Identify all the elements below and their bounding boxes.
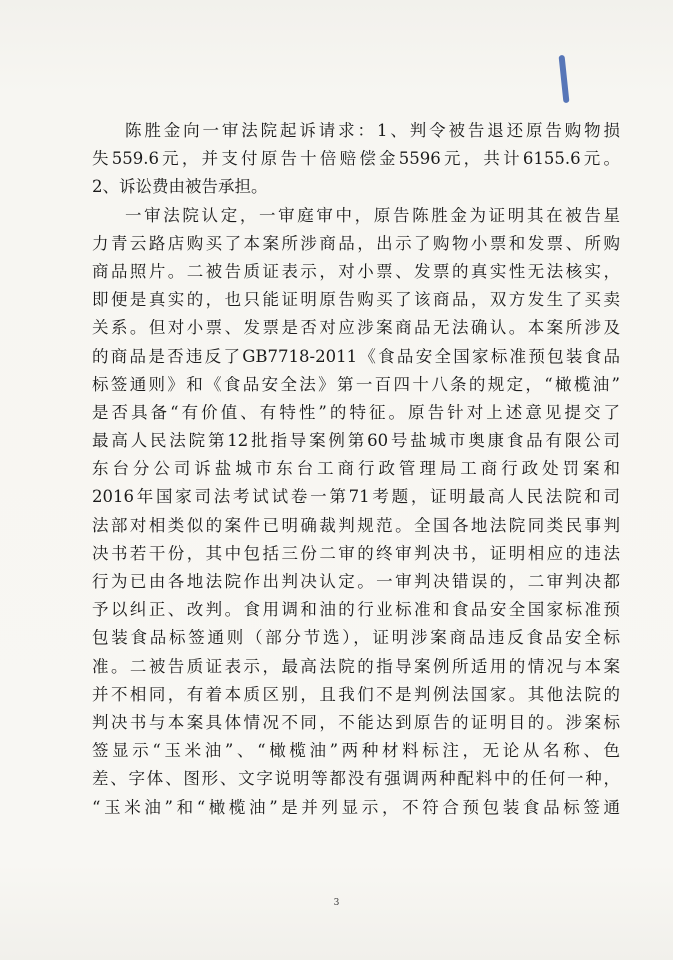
- text-line: 最高人民法院第12批指导案例第60号盐城市奥康食品有限公司: [92, 431, 620, 451]
- text-line: 商品照片。二被告质证表示，对小票、发票的真实性无法核实，: [92, 261, 620, 281]
- text-line: 准。二被告质证表示，最高法院的指导案例所适用的情况与本案: [92, 656, 620, 676]
- text-line: 陈胜金向一审法院起诉请求：1、判令被告退还原告购物损: [125, 121, 620, 140]
- text-line: “玉米油”和“橄榄油”是并列显示，不符合预包装食品标签通: [92, 797, 620, 817]
- text-line: 法部对相类似的案件已明确裁判规范。全国各地法院同类民事判: [92, 515, 620, 535]
- text-line: 一审法院认定，一审庭审中，原告陈胜金为证明其在被告星: [125, 205, 620, 225]
- page-number: 3: [333, 898, 340, 908]
- ink-mark: [559, 55, 570, 103]
- text-line: 失559.6元，并支付原告十倍赔偿金5596元，共计6155.6元。: [92, 149, 620, 169]
- text-line: 力青云路店购买了本案所涉商品，出示了购物小票和发票、所购: [92, 233, 620, 253]
- text-line: 关系。但对小票、发票是否对应涉案商品无法确认。本案所涉及: [92, 318, 620, 338]
- text-line: 签显示“玉米油”、“橄榄油”两种材料标注，无论从名称、色: [92, 741, 620, 761]
- text-line: 并不相同，有着本质区别，且我们不是判例法国家。其他法院的: [92, 684, 620, 704]
- text-line: 行为已由各地法院作出判决认定。一审判决错误的，二审判决都: [92, 572, 620, 591]
- text-line: 差、字体、图形、文字说明等都没有强调两种配料中的任何一种，: [92, 769, 620, 789]
- text-line: 判决书与本案具体情况不同，不能达到原告的证明目的。涉案标: [92, 712, 620, 732]
- text-line: 决书若干份，其中包括三份二审的终审判决书，证明相应的违法: [92, 543, 620, 563]
- text-line: 东台分公司诉盐城市东台工商行政管理局工商行政处罚案和: [92, 459, 620, 479]
- text-line: 标签通则》和《食品安全法》第一百四十八条的规定，“橄榄油”: [92, 374, 620, 394]
- text-line: 予以纠正、改判。食用调和油的行业标准和食品安全国家标准预: [92, 600, 620, 620]
- text-line: 的商品是否违反了GB7718-2011《食品安全国家标准预包装食品: [92, 346, 620, 366]
- text-line: 2、诉讼费由被告承担。: [92, 177, 268, 197]
- text-line: 2016年国家司法考试试卷一第71考题，证明最高人民法院和司: [92, 487, 620, 507]
- text-line: 是否具备“有价值、有特性”的特征。原告针对上述意见提交了: [92, 402, 620, 422]
- text-line: 即便是真实的，也只能证明原告购买了该商品，双方发生了买卖: [92, 290, 620, 310]
- body-text: [92, 117, 620, 822]
- text-line: 包装食品标签通则（部分节选），证明涉案商品违反食品安全标: [92, 628, 620, 648]
